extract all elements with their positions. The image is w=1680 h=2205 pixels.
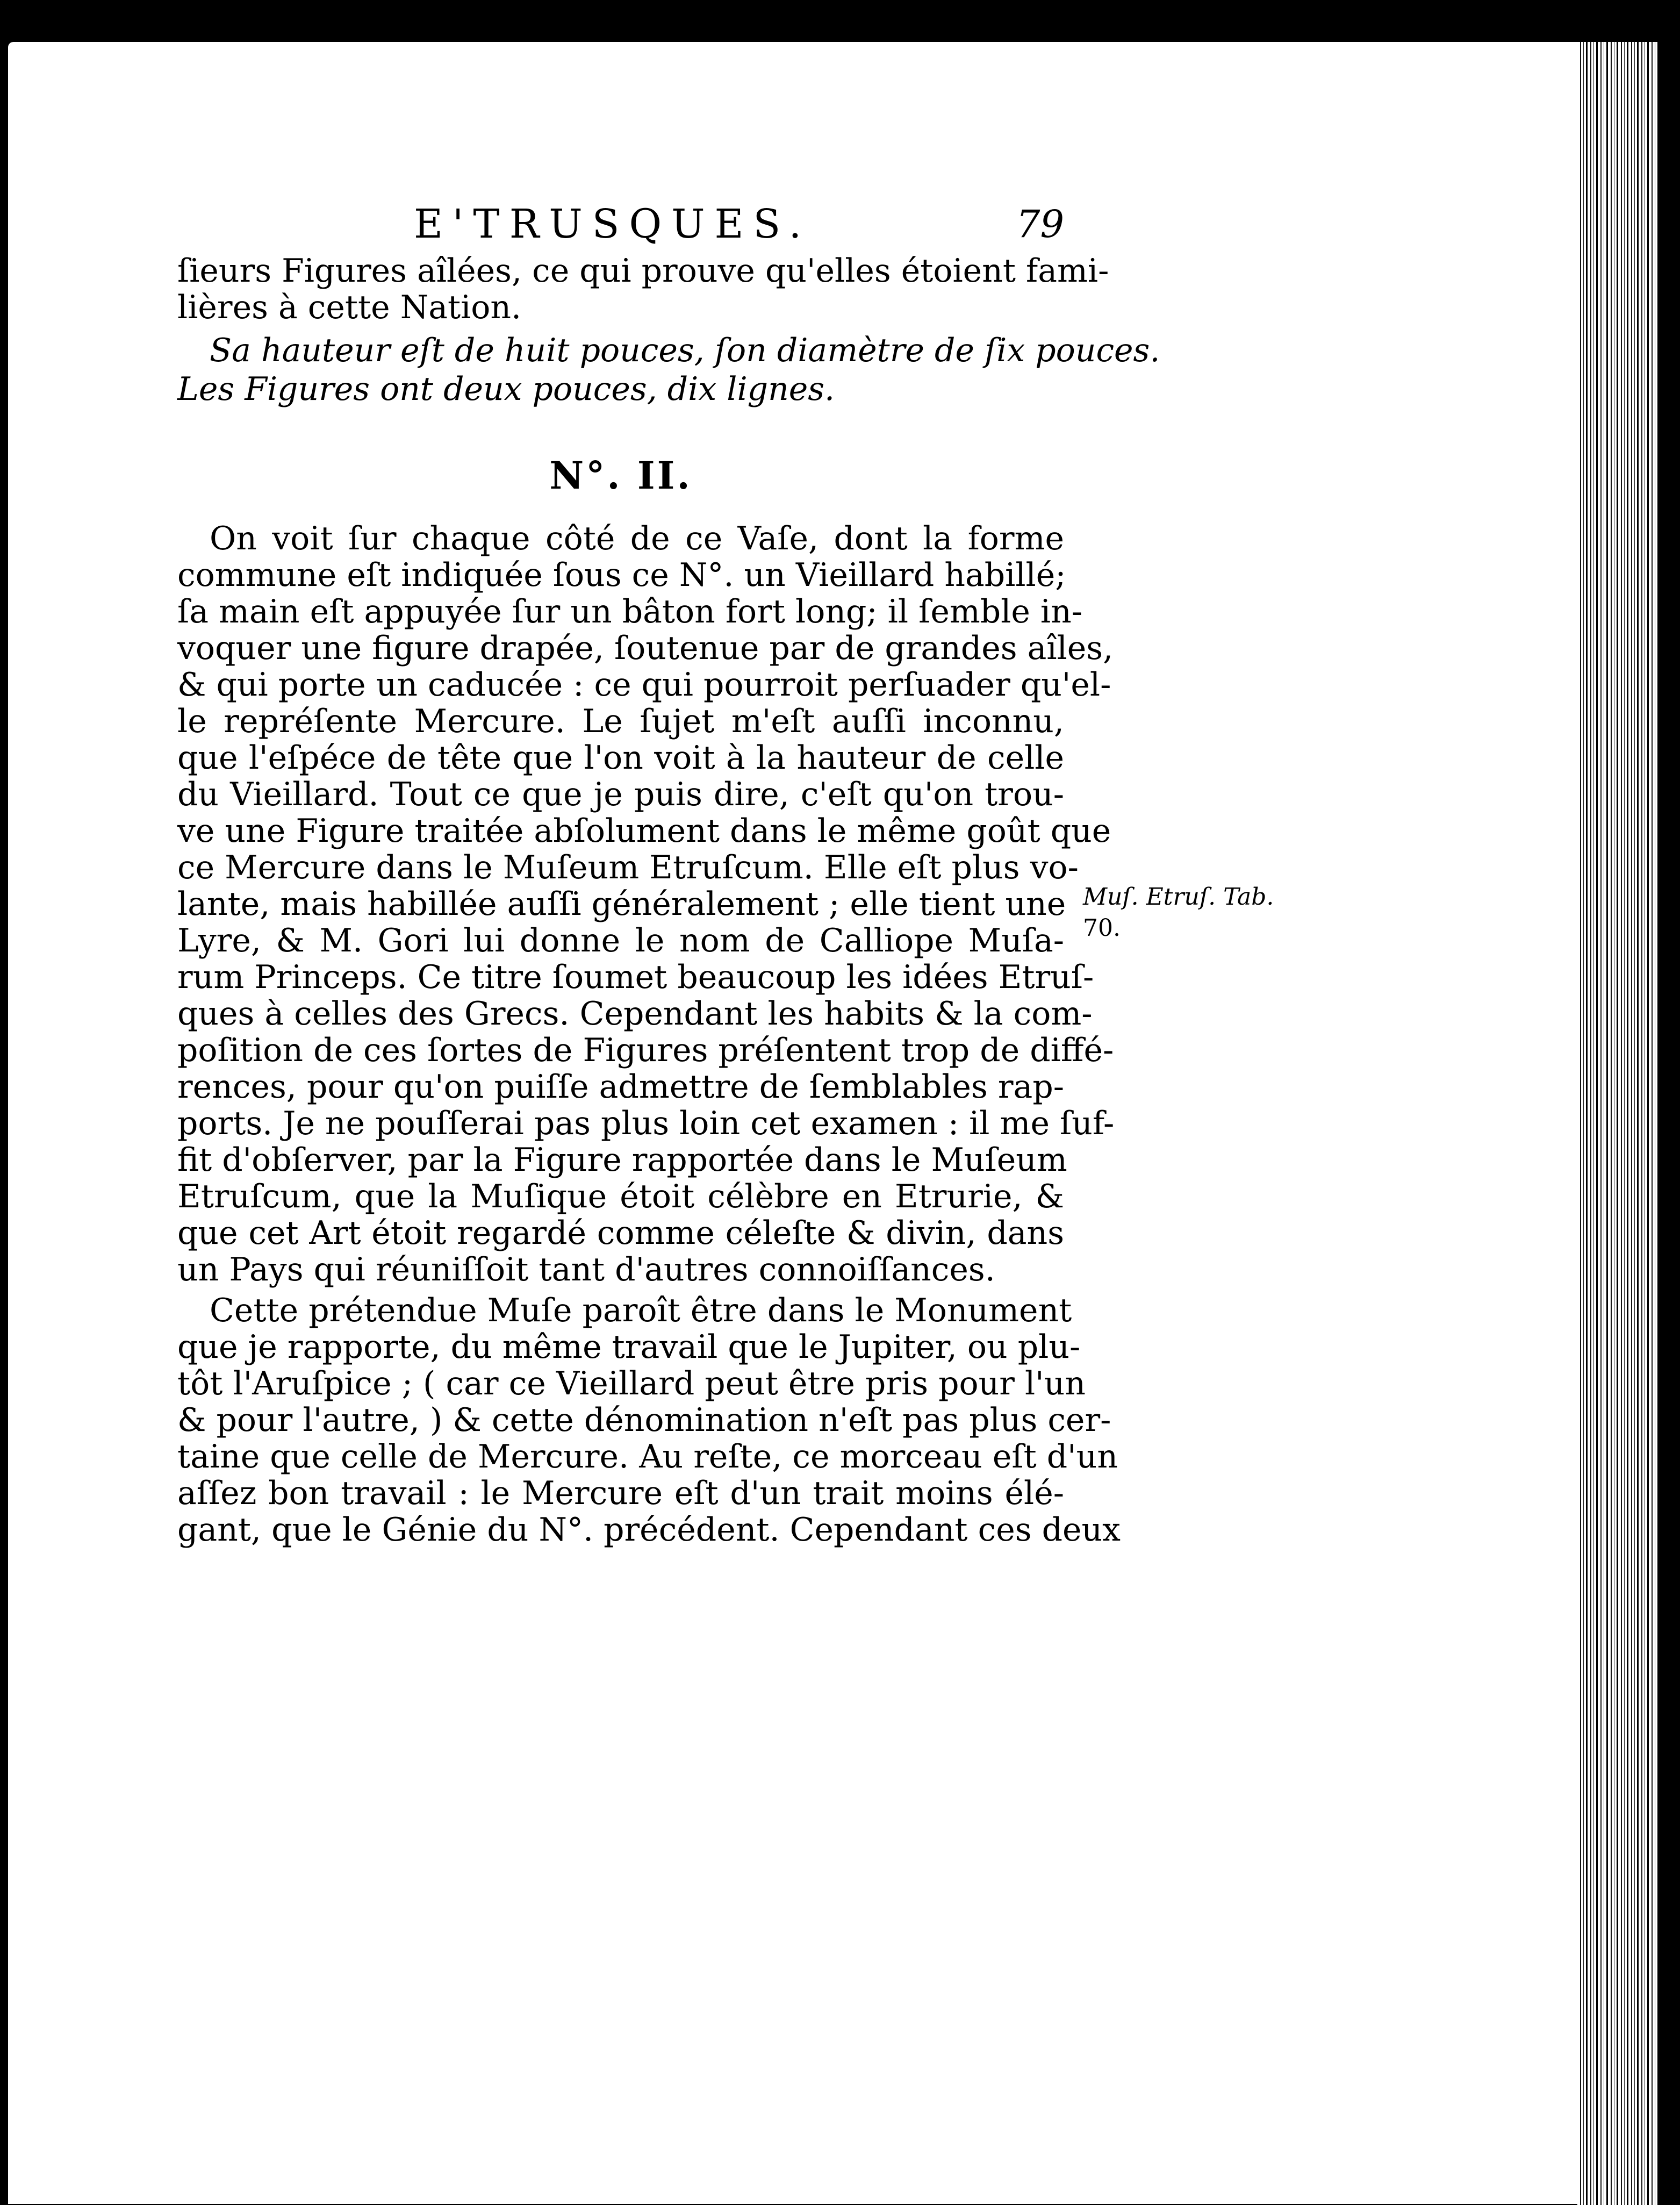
paragraph-line: lante, mais habillée auſſi généralement ; elle tient une bbox=[177, 885, 1066, 923]
paragraph-line: ve une Figure traitée abſolument dans le même goût que bbox=[177, 812, 1111, 850]
paragraph-line: On voit ſur chaque côté de ce Vaſe, dont la forme bbox=[210, 520, 1064, 557]
measurement-line: Sa hauteur eſt de huit pouces, ſon diamètre de ſix pouces. bbox=[210, 332, 1160, 369]
book-fore-edge bbox=[1577, 42, 1680, 2205]
paragraph-line: fit d'obſerver, par la Figure rapportée dans le Muſeum bbox=[177, 1141, 1067, 1179]
marginal-note-number: 70. bbox=[1083, 914, 1121, 942]
paragraph-line: du Vieillard. Tout ce que je puis dire, c'eſt qu'on trou- bbox=[177, 776, 1064, 813]
paragraph-line: que je rapporte, du même travail que le Jupiter, ou plu- bbox=[177, 1328, 1081, 1366]
marginal-note bbox=[1083, 882, 1287, 944]
running-head bbox=[177, 195, 1064, 254]
paragraph-line: poſition de ces ſortes de Figures préſentent trop de diffé- bbox=[177, 1032, 1114, 1069]
page-number: 79 bbox=[1016, 202, 1064, 246]
paragraph-line: rences, pour qu'on puiſſe admettre de ſemblables rap- bbox=[177, 1068, 1064, 1106]
paragraph-line: taine que celle de Mercure. Au reſte, ce morceau eſt d'un bbox=[177, 1438, 1118, 1476]
paragraph-line: aſſez bon travail : le Mercure eſt d'un trait moins élé- bbox=[177, 1474, 1064, 1512]
paragraph-line: tôt l'Aruſpice ; ( car ce Vieillard peut être pris pour l'un bbox=[177, 1365, 1086, 1402]
paragraph-line: un Pays qui réuniſſoit tant d'autres connoiſſances. bbox=[177, 1251, 995, 1288]
paragraph-line: ce Mercure dans le Muſeum Etruſcum. Elle eſt plus vo- bbox=[177, 849, 1079, 886]
paragraph-line: gant, que le Génie du N°. précédent. Cependant ces deux bbox=[177, 1511, 1121, 1549]
paragraph-line: rum Princeps. Ce titre ſoumet beaucoup les idées Etruſ- bbox=[177, 958, 1094, 996]
marginal-note-reference: Muſ. Etruſ. Tab. bbox=[1083, 883, 1274, 911]
running-title: E'TRUSQUES. bbox=[414, 201, 812, 247]
paragraph-line: ques à celles des Grecs. Cependant les habits & la com- bbox=[177, 995, 1093, 1033]
paragraph-line: le repréſente Mercure. Le ſujet m'eſt auſſi inconnu, bbox=[177, 703, 1064, 740]
paragraph-line: ports. Je ne pouſſerai pas plus loin cet examen : il me ſuf- bbox=[177, 1105, 1115, 1142]
paragraph-line: & qui porte un caducée : ce qui pourroit perſuader qu'el- bbox=[177, 666, 1111, 704]
continuation-line: ſieurs Figures aîlées, ce qui prouve qu'elles étoient fami- bbox=[177, 252, 1109, 290]
paragraph-line: Lyre, & M. Gori lui donne le nom de Calliope Muſa- bbox=[177, 922, 1064, 960]
paragraph-line: voquer une figure drapée, ſoutenue par de grandes aîles, bbox=[177, 629, 1114, 667]
paragraph-line: Etruſcum, que la Muſique étoit célèbre en Etrurie, & bbox=[177, 1178, 1064, 1215]
paragraph-line: & pour l'autre, ) & cette dénomination n'eſt pas plus cer- bbox=[177, 1401, 1111, 1439]
continuation-line: lières à cette Nation. bbox=[177, 289, 522, 326]
paragraph-line: ſa main eſt appuyée ſur un bâton fort long; il ſemble in- bbox=[177, 593, 1083, 631]
paragraph-line: que l'eſpéce de tête que l'on voit à la hauteur de celle bbox=[177, 739, 1064, 777]
paragraph-line: commune eſt indiquée ſous ce N°. un Vieillard habillé; bbox=[177, 556, 1066, 594]
paragraph-line: que cet Art étoit regardé comme céleſte & divin, dans bbox=[177, 1214, 1064, 1252]
measurement-line: Les Figures ont deux pouces, dix lignes. bbox=[177, 370, 835, 408]
paragraph-line: Cette prétendue Muſe paroît être dans le Monument bbox=[210, 1292, 1072, 1329]
section-heading: N°. II. bbox=[549, 453, 692, 498]
